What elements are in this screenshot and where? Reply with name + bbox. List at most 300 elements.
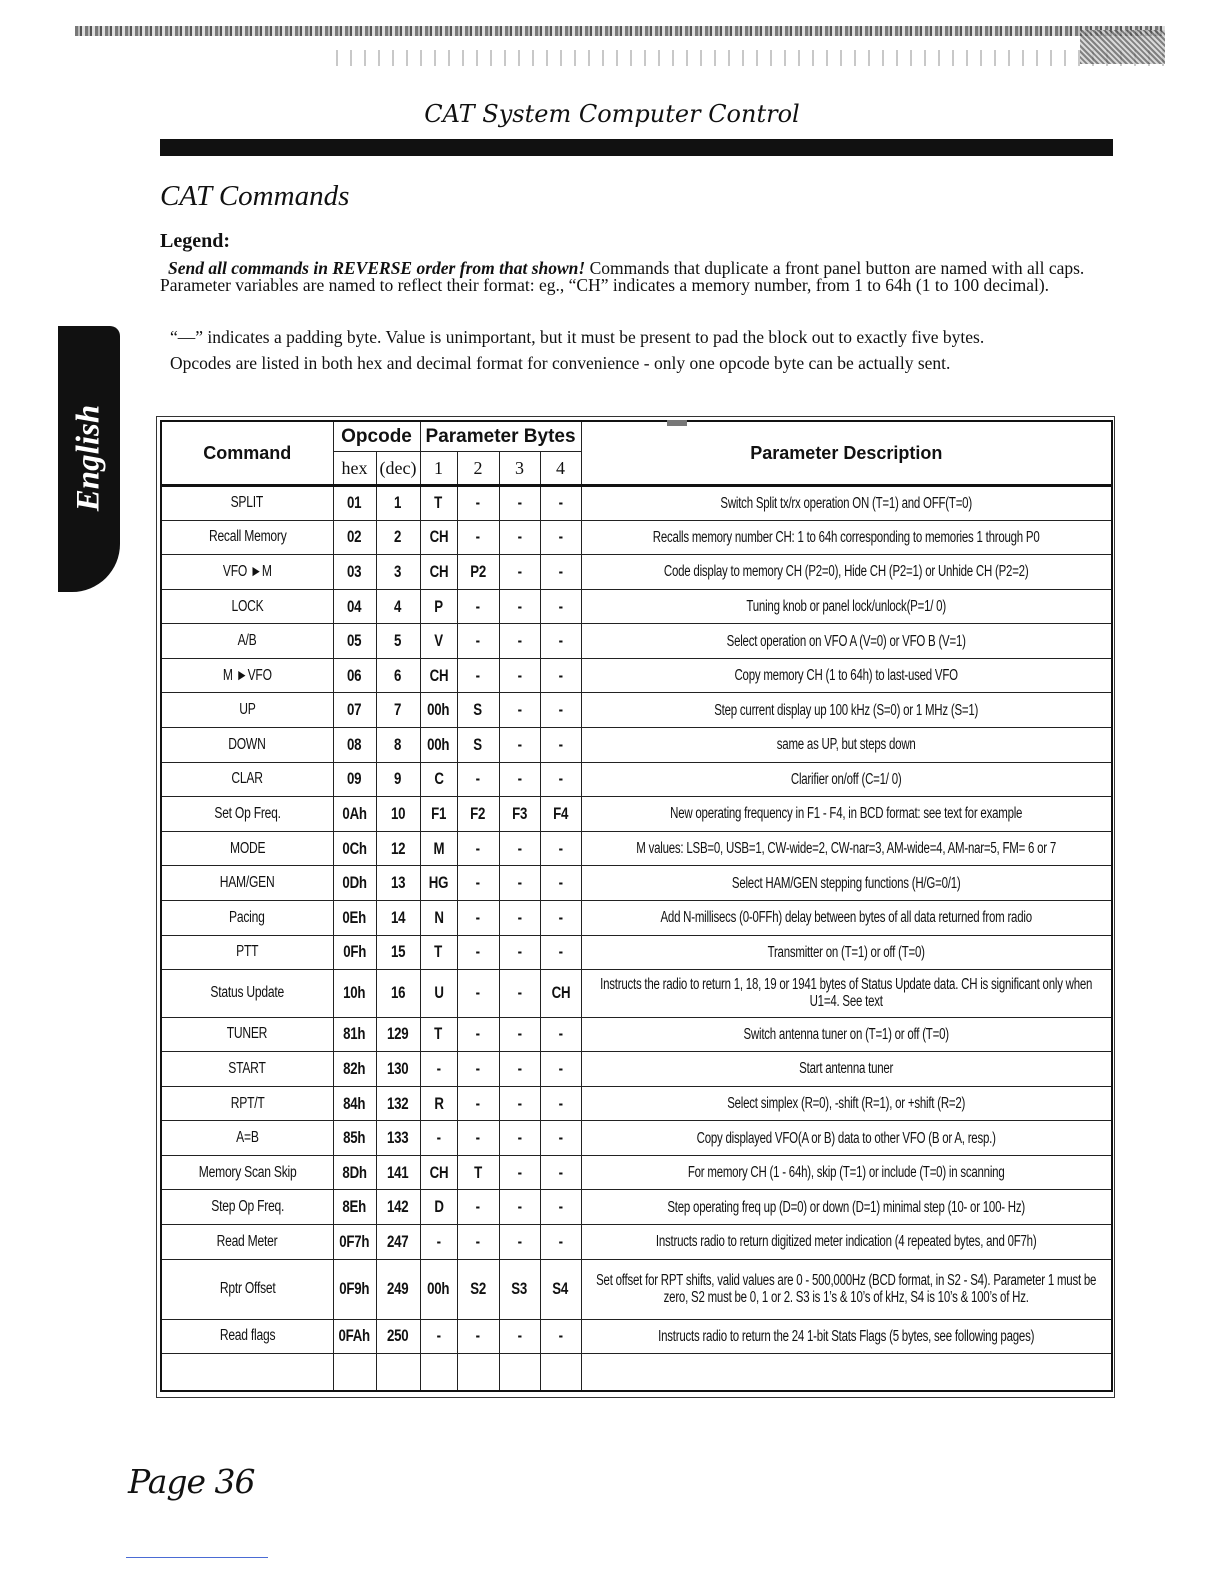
param-3-cell <box>499 520 540 555</box>
param-4-cell <box>540 1259 581 1319</box>
param-4-cell <box>540 866 581 901</box>
legend-text: Commands that duplicate a front panel button are named with all caps. Parameter variables are named to reflect their format: eg., “CH” indicates a memory number, from 1 to 64h (1 to 100 decimal). <box>160 258 1085 295</box>
hex-cell <box>333 900 376 935</box>
description-cell-text: Instructs radio to return digitized meter indication (4 repeated bytes, and 0F7h) <box>656 1233 1037 1251</box>
description-cell <box>581 658 1112 693</box>
dec-cell <box>376 831 420 866</box>
param-4-cell-text: - <box>558 907 563 927</box>
param-4-cell <box>540 520 581 555</box>
param-4-cell-text: S4 <box>552 1279 569 1299</box>
param-4-cell-text: - <box>558 1197 563 1217</box>
param-1-cell <box>420 728 457 763</box>
hex-cell <box>333 693 376 728</box>
param-2-cell <box>457 658 499 693</box>
hex-cell-text: 03 <box>347 561 362 581</box>
param-4-cell-text: - <box>558 1093 563 1113</box>
hex-cell <box>333 831 376 866</box>
param-2-cell <box>457 1319 499 1354</box>
param-3-cell <box>499 555 540 590</box>
param-1-cell-text: M <box>433 838 444 858</box>
description-cell-text: Start antenna tuner <box>799 1060 894 1078</box>
hex-cell-text: 06 <box>347 665 362 685</box>
param-3-cell <box>499 1121 540 1156</box>
description-cell-text: Copy displayed VFO(A or B) data to other VFO (B or A, resp.) <box>696 1129 996 1147</box>
param-3-cell <box>499 1190 540 1225</box>
description-cell-text: Switch antenna tuner on (T=1) or off (T=0) <box>743 1025 949 1043</box>
legend-opcode-note: Opcodes are listed in both hex and decimal format for convenience - only one opcode byte can be actually sent. <box>170 353 951 373</box>
param-3-cell-text: - <box>517 1093 522 1113</box>
param-2-cell-text: P2 <box>470 561 486 581</box>
param-2-cell <box>457 1225 499 1260</box>
param-3-cell <box>499 486 540 521</box>
param-1-cell <box>420 693 457 728</box>
description-cell-text: Transmitter on (T=1) or off (T=0) <box>767 943 925 961</box>
param-1-cell <box>420 555 457 590</box>
description-cell <box>581 970 1112 1017</box>
param-4-cell-text: - <box>558 665 563 685</box>
param-4-cell-text: - <box>558 873 563 893</box>
command-cell <box>161 1017 333 1052</box>
param-3-cell-text: - <box>517 561 522 581</box>
param-2-cell-text: - <box>475 942 481 962</box>
hex-cell-text: 0Fh <box>343 942 366 962</box>
param-4-cell-text: - <box>558 1162 563 1182</box>
param-1-cell-text: CH <box>429 561 448 581</box>
description-cell-text: Code display to memory CH (P2=0), Hide CH (P2=1) or Unhide CH (P2=2) <box>664 563 1029 581</box>
dec-cell <box>376 1319 420 1354</box>
param-1-cell <box>420 1052 457 1087</box>
param-4-cell <box>540 797 581 832</box>
command-cell <box>161 1086 333 1121</box>
table-row <box>161 555 1112 590</box>
param-1-cell-text: T <box>434 493 443 513</box>
dec-cell-text: 249 <box>387 1279 409 1299</box>
description-cell <box>581 486 1112 521</box>
dec-cell-text: 250 <box>387 1326 409 1346</box>
description-cell <box>581 1017 1112 1052</box>
description-cell-text: For memory CH (1 - 64h), skip (T=1) or include (T=0) in scanning <box>687 1164 1005 1182</box>
dec-cell <box>376 935 420 970</box>
hex-cell-text: 02 <box>347 527 362 547</box>
header-parameter-description: Parameter Description <box>581 421 1112 486</box>
param-4-cell-text: - <box>558 561 563 581</box>
dec-cell <box>376 797 420 832</box>
param-4-cell-text: - <box>558 1024 563 1044</box>
param-3-cell <box>499 797 540 832</box>
dec-cell <box>376 1121 420 1156</box>
param-2-cell <box>457 486 499 521</box>
param-2-cell-text: - <box>475 873 481 893</box>
command-cell-text: A=B <box>236 1129 259 1147</box>
empty-cell <box>333 1354 376 1391</box>
command-cell <box>161 797 333 832</box>
param-4-cell-text: F4 <box>553 803 569 823</box>
command-cell <box>161 486 333 521</box>
header-dec: (dec) <box>376 452 420 486</box>
table-row <box>161 1155 1112 1190</box>
description-cell-text: M values: LSB=0, USB=1, CW-wide=2, CW-nar=3, AM-wide=4, AM-nar=5, FM= 6 or 7 <box>636 840 1057 858</box>
dec-cell-text: 3 <box>394 561 402 581</box>
command-cell <box>161 1319 333 1354</box>
hex-cell-text: 0FAh <box>338 1326 371 1346</box>
header-param-3: 3 <box>499 452 540 486</box>
param-1-cell-text: HG <box>428 873 449 893</box>
description-cell <box>581 520 1112 555</box>
param-2-cell-text: T <box>474 1162 482 1182</box>
hex-cell-text: 0F7h <box>339 1231 370 1251</box>
hex-cell <box>333 970 376 1017</box>
param-3-cell-text: - <box>517 873 522 893</box>
param-3-cell-text: - <box>517 700 522 720</box>
description-cell-text: Select simplex (R=0), -shift (R=1), or +shift (R=2) <box>727 1095 966 1113</box>
param-2-cell <box>457 1017 499 1052</box>
param-2-cell-text: - <box>475 1197 481 1217</box>
hex-cell <box>333 1017 376 1052</box>
header-parameter-bytes: Parameter Bytes <box>420 421 581 452</box>
hex-cell <box>333 486 376 521</box>
dec-cell-text: 15 <box>390 942 406 962</box>
table-row <box>161 624 1112 659</box>
description-cell-text: Set offset for RPT shifts, valid values are 0 - 500,000Hz (BCD format, in S2 - S4). Parameter 1 must be zero, S2 must be 0, 1 or 2. S3 is 1’s & 10’s of kHz, S4 is 10’s & 100’s of Hz. <box>596 1272 1097 1307</box>
description-cell-text: Recalls memory number CH: 1 to 64h corresponding to memories 1 through P0 <box>652 528 1040 546</box>
hex-cell-text: 01 <box>347 493 362 513</box>
table-row <box>161 797 1112 832</box>
param-2-cell-text: S2 <box>470 1279 486 1299</box>
command-cell-text: Status Update <box>210 984 285 1002</box>
command-cell <box>161 935 333 970</box>
running-header: CAT System Computer Control <box>424 100 800 128</box>
table-row <box>161 486 1112 521</box>
param-2-cell-text: - <box>475 1024 481 1044</box>
description-cell-text: Tuning knob or panel lock/unlock(P=1/ 0) <box>746 598 947 616</box>
param-3-cell <box>499 728 540 763</box>
dec-cell-text: 14 <box>390 907 406 927</box>
param-3-cell-text: - <box>517 1231 522 1251</box>
param-3-cell-text: - <box>517 1024 522 1044</box>
param-1-cell-text: CH <box>429 665 448 685</box>
command-cell <box>161 520 333 555</box>
dec-cell <box>376 520 420 555</box>
hex-cell <box>333 1121 376 1156</box>
param-3-cell <box>499 1225 540 1260</box>
param-1-cell <box>420 797 457 832</box>
description-cell <box>581 1086 1112 1121</box>
param-2-cell <box>457 935 499 970</box>
param-4-cell <box>540 624 581 659</box>
param-1-cell-text: R <box>433 1093 444 1113</box>
param-1-cell-text: N <box>433 907 444 927</box>
param-1-cell <box>420 1225 457 1260</box>
hex-cell <box>333 797 376 832</box>
param-3-cell-text: - <box>517 838 522 858</box>
param-1-cell-text: - <box>436 1326 441 1346</box>
empty-cell <box>376 1354 420 1391</box>
hex-cell <box>333 589 376 624</box>
table-row <box>161 866 1112 901</box>
hex-cell-text: 8Dh <box>342 1162 367 1182</box>
command-cell-text: Memory Scan Skip <box>198 1163 297 1181</box>
description-cell-text: Step operating freq up (D=0) or down (D=1) minimal step (10- or 100- Hz) <box>667 1198 1026 1216</box>
description-cell <box>581 1225 1112 1260</box>
command-cell-text: START <box>228 1059 266 1077</box>
header-hex: hex <box>333 452 376 486</box>
param-3-cell-text: - <box>517 769 522 789</box>
param-2-cell-text: S <box>473 734 483 754</box>
param-3-cell <box>499 1319 540 1354</box>
hex-cell <box>333 1190 376 1225</box>
header-param-1: 1 <box>420 452 457 486</box>
command-cell-text: TUNER <box>227 1025 268 1043</box>
param-2-cell <box>457 797 499 832</box>
hex-cell-text: 0F9h <box>339 1279 370 1299</box>
hex-cell <box>333 1225 376 1260</box>
dec-cell-text: 130 <box>387 1058 409 1078</box>
hex-cell-text: 8Eh <box>342 1197 367 1217</box>
description-cell-text: Step current display up 100 kHz (S=0) or 1 MHz (S=1) <box>714 701 979 719</box>
table-row <box>161 589 1112 624</box>
param-3-cell-text: - <box>517 493 522 513</box>
param-3-cell-text: - <box>517 527 522 547</box>
param-1-cell <box>420 866 457 901</box>
command-cell-text: M ►VFO <box>222 666 272 684</box>
dec-cell-text: 10 <box>390 803 406 823</box>
hex-cell-text: 84h <box>343 1093 366 1113</box>
param-3-cell-text: - <box>517 1058 522 1078</box>
dec-cell <box>376 1155 420 1190</box>
param-1-cell-text: - <box>436 1058 441 1078</box>
param-3-cell <box>499 624 540 659</box>
param-3-cell <box>499 1155 540 1190</box>
param-4-cell-text: - <box>558 1326 563 1346</box>
dec-cell-text: 6 <box>394 665 402 685</box>
hex-cell-text: 0Ah <box>342 803 367 823</box>
param-2-cell-text: - <box>475 983 481 1003</box>
param-2-cell <box>457 762 499 797</box>
dec-cell <box>376 1052 420 1087</box>
command-cell <box>161 900 333 935</box>
param-3-cell <box>499 1052 540 1087</box>
param-2-cell-text: - <box>475 838 481 858</box>
description-cell <box>581 866 1112 901</box>
param-4-cell-text: - <box>558 1058 563 1078</box>
param-4-cell-text: - <box>558 493 563 513</box>
param-2-cell <box>457 1121 499 1156</box>
dec-cell-text: 142 <box>387 1197 409 1217</box>
table-row <box>161 658 1112 693</box>
param-4-cell <box>540 1190 581 1225</box>
param-1-cell <box>420 1190 457 1225</box>
description-cell-text: Select operation on VFO A (V=0) or VFO B (V=1) <box>726 632 966 650</box>
description-cell <box>581 1259 1112 1319</box>
param-4-cell <box>540 693 581 728</box>
param-4-cell <box>540 762 581 797</box>
dec-cell-text: 2 <box>394 527 402 547</box>
dec-cell-text: 13 <box>390 873 406 893</box>
header-param-4: 4 <box>540 452 581 486</box>
scan-mark <box>667 420 687 426</box>
command-cell-text: Step Op Freq. <box>210 1198 284 1216</box>
section-title: CAT Commands <box>160 180 350 212</box>
dec-cell <box>376 1190 420 1225</box>
param-3-cell <box>499 831 540 866</box>
dec-cell-text: 7 <box>394 700 402 720</box>
table-row <box>161 831 1112 866</box>
param-1-cell-text: P <box>434 596 443 616</box>
param-1-cell <box>420 831 457 866</box>
hex-cell <box>333 555 376 590</box>
description-cell <box>581 1052 1112 1087</box>
param-2-cell-text: - <box>475 1093 481 1113</box>
param-2-cell <box>457 1259 499 1319</box>
param-4-cell-text: - <box>558 700 563 720</box>
dec-cell <box>376 589 420 624</box>
param-4-cell-text: - <box>558 838 563 858</box>
table-row <box>161 1319 1112 1354</box>
command-cell-text: RPT/T <box>230 1094 265 1112</box>
dec-cell-text: 247 <box>387 1231 409 1251</box>
param-4-cell <box>540 935 581 970</box>
command-cell <box>161 624 333 659</box>
param-3-cell <box>499 970 540 1017</box>
param-2-cell <box>457 1190 499 1225</box>
cat-commands-table <box>160 420 1113 1392</box>
param-2-cell-text: - <box>475 907 481 927</box>
hex-cell <box>333 658 376 693</box>
table-row <box>161 900 1112 935</box>
command-cell-text: Read flags <box>219 1327 275 1345</box>
param-3-cell-text: - <box>517 665 522 685</box>
param-1-cell <box>420 589 457 624</box>
description-cell <box>581 693 1112 728</box>
table-row <box>161 970 1112 1017</box>
param-4-cell <box>540 1121 581 1156</box>
hex-cell-text: 81h <box>343 1024 366 1044</box>
param-4-cell-text: - <box>558 596 563 616</box>
table-row <box>161 1086 1112 1121</box>
command-cell-text: Rptr Offset <box>219 1280 276 1298</box>
table-row <box>161 1017 1112 1052</box>
param-4-cell <box>540 1225 581 1260</box>
dec-cell-text: 141 <box>387 1162 409 1182</box>
dec-cell-text: 133 <box>387 1128 409 1148</box>
command-cell <box>161 693 333 728</box>
table-row-empty <box>161 1354 1112 1391</box>
hex-cell-text: 0Eh <box>342 907 367 927</box>
hex-cell <box>333 866 376 901</box>
param-1-cell <box>420 624 457 659</box>
table-row <box>161 762 1112 797</box>
hex-cell-text: 08 <box>347 734 362 754</box>
param-4-cell <box>540 486 581 521</box>
dec-cell-text: 129 <box>387 1024 409 1044</box>
command-cell-text: Set Op Freq. <box>214 804 281 822</box>
param-1-cell-text: 00h <box>427 734 450 754</box>
param-1-cell <box>420 1155 457 1190</box>
param-3-cell-text: - <box>517 631 522 651</box>
param-1-cell <box>420 900 457 935</box>
param-3-cell <box>499 693 540 728</box>
param-3-cell-text: S3 <box>511 1279 528 1299</box>
param-4-cell-text: - <box>558 527 563 547</box>
dec-cell-text: 132 <box>387 1093 409 1113</box>
param-1-cell <box>420 1121 457 1156</box>
param-2-cell-text: - <box>475 596 481 616</box>
param-1-cell <box>420 935 457 970</box>
description-cell <box>581 935 1112 970</box>
command-cell <box>161 658 333 693</box>
hex-cell-text: 0Dh <box>342 873 367 893</box>
command-cell-text: Recall Memory <box>208 528 287 546</box>
dec-cell <box>376 728 420 763</box>
param-1-cell-text: U <box>433 983 444 1003</box>
param-1-cell-text: CH <box>429 1162 448 1182</box>
description-cell-text: Add N-millisecs (0-0FFh) delay between bytes of all data returned from radio <box>660 909 1032 927</box>
param-1-cell-text: 00h <box>427 700 450 720</box>
command-cell-text: VFO ►M <box>222 562 272 580</box>
empty-cell <box>420 1354 457 1391</box>
dec-cell <box>376 900 420 935</box>
param-2-cell-text: - <box>475 1058 481 1078</box>
description-cell <box>581 1319 1112 1354</box>
param-4-cell-text: - <box>558 942 563 962</box>
param-1-cell-text: 00h <box>427 1279 450 1299</box>
command-cell-text: PTT <box>236 943 259 961</box>
hex-cell-text: 07 <box>347 700 362 720</box>
command-cell <box>161 1121 333 1156</box>
command-cell-text: CLAR <box>231 770 263 788</box>
param-4-cell <box>540 1052 581 1087</box>
param-4-cell-text: - <box>558 631 563 651</box>
param-2-cell-text: - <box>475 493 481 513</box>
scan-artifact-top <box>75 26 1165 36</box>
command-cell-text: LOCK <box>231 597 264 615</box>
command-cell <box>161 866 333 901</box>
param-3-cell <box>499 1017 540 1052</box>
param-3-cell-text: F3 <box>512 803 528 823</box>
param-3-cell <box>499 658 540 693</box>
param-1-cell <box>420 486 457 521</box>
table-row <box>161 693 1112 728</box>
dec-cell-text: 4 <box>394 596 402 616</box>
param-3-cell-text: - <box>517 1162 522 1182</box>
hex-cell <box>333 1086 376 1121</box>
description-cell <box>581 1190 1112 1225</box>
hex-cell <box>333 520 376 555</box>
description-cell <box>581 624 1112 659</box>
legend-label: Legend: <box>160 230 230 252</box>
param-3-cell-text: - <box>517 596 522 616</box>
param-2-cell <box>457 831 499 866</box>
param-2-cell <box>457 866 499 901</box>
hex-cell <box>333 728 376 763</box>
description-cell-text: New operating frequency in F1 - F4, in BCD format: see text for example <box>670 805 1023 823</box>
dec-cell <box>376 693 420 728</box>
legend-emphasis: Send all commands in REVERSE order from that shown! <box>168 258 586 278</box>
param-3-cell-text: - <box>517 907 522 927</box>
description-cell <box>581 831 1112 866</box>
empty-cell <box>581 1354 1112 1391</box>
dec-cell <box>376 970 420 1017</box>
hex-cell <box>333 1259 376 1319</box>
param-4-cell <box>540 970 581 1017</box>
command-cell-text: SPLIT <box>231 494 264 512</box>
hex-cell-text: 10h <box>343 983 366 1003</box>
param-3-cell <box>499 1086 540 1121</box>
param-1-cell-text: T <box>434 942 443 962</box>
param-4-cell <box>540 589 581 624</box>
command-cell <box>161 831 333 866</box>
table-row <box>161 728 1112 763</box>
